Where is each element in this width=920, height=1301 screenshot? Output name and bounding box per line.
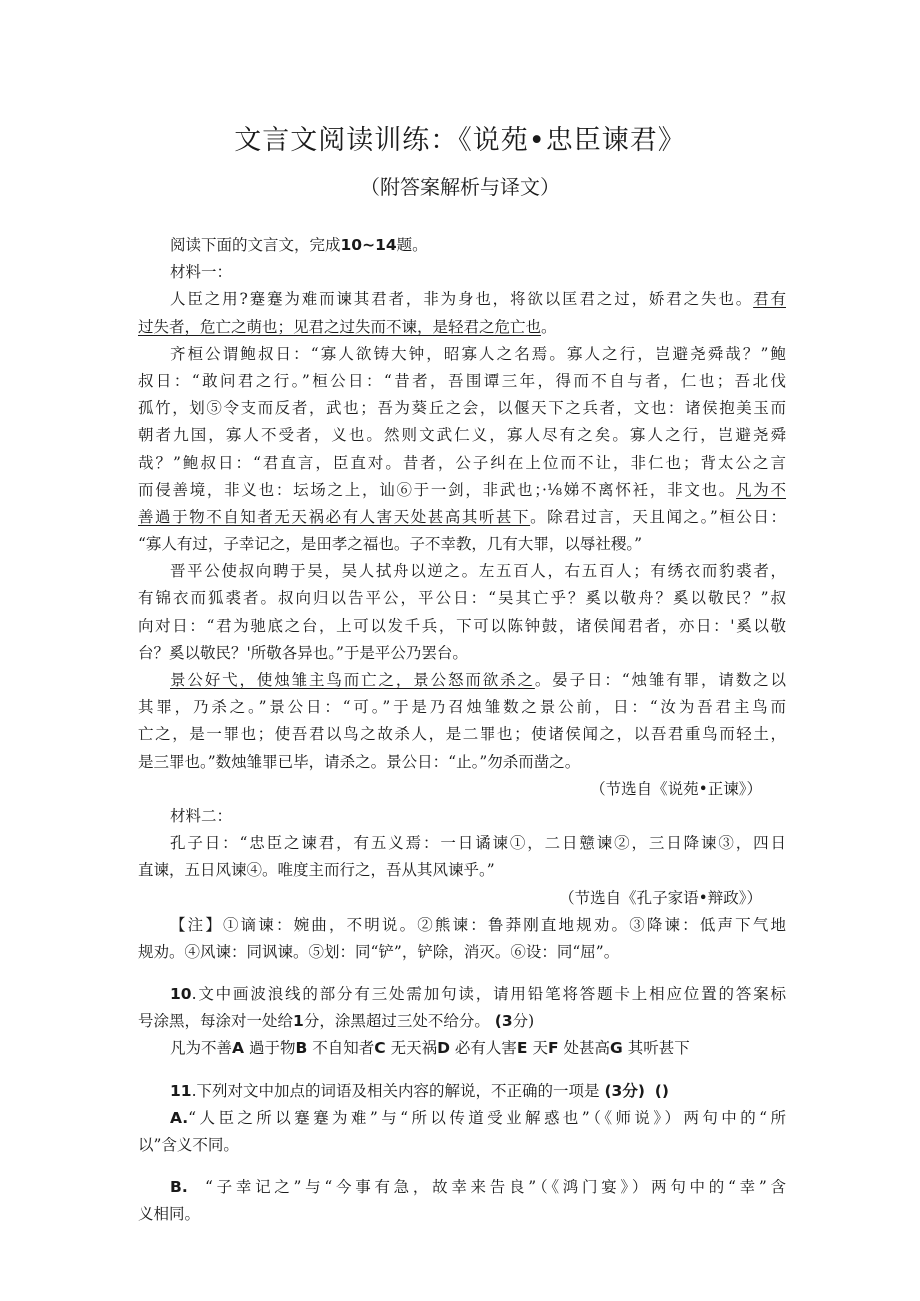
text-run: 。除君过言，天且闻之。”桓公日： (530, 507, 786, 526)
document-body (138, 232, 786, 1229)
source-citation: （节选自《说苑•正谏》） (590, 779, 762, 798)
option-b-line: 义相同。 (138, 1205, 201, 1224)
material-two-label: 材料二： (170, 806, 233, 825)
option-a-line: 以”含义不同。 (138, 1136, 239, 1154)
paragraph-line: 是三罪也。”数烛雏罪已毕，请杀之。景公日：“止。”勿杀而凿之。 (138, 752, 581, 771)
wavy-underlined-text: 善過于物不自知者无天祸必有人害天处甚高其听甚下 (138, 507, 531, 526)
answer-blank[interactable]: () (654, 1081, 669, 1100)
option-a-line (138, 1105, 786, 1132)
intro-text-end: 题。 (396, 236, 428, 254)
option-text: 必有人害 (454, 1039, 517, 1058)
option-text: 凡为不善 (170, 1039, 233, 1058)
text-run: .文中画波浪线的部分有三处需加句读，请用铅笔将答题卡上相应位置的答案标 (191, 985, 786, 1004)
intro-text: 阅读下面的文言文，完成 (170, 236, 341, 254)
paragraph-line (138, 477, 786, 504)
answer-mark-e[interactable]: E (516, 1039, 528, 1058)
paragraph-line: 朝者九国，寡人不受者，义也。然则文武仁义，寡人尽有之矣。寡人之行，岂避尧舜 (138, 426, 786, 445)
paragraph-line: 直谏，五日风谏④。唯度主而行之，吾从其风谏乎。” (138, 861, 495, 880)
text-run: 。 (541, 317, 557, 336)
text-run: 。晏子日：“烛雏有罪，请数之以 (534, 671, 786, 689)
option-text: 无天祸 (390, 1039, 438, 1058)
answer-mark-a[interactable]: A (232, 1039, 245, 1058)
answer-mark-b[interactable]: B (295, 1039, 308, 1058)
paragraph-line: “寡人有过，子幸记之，是田孝之福也。子不幸教，几有大罪，以辱社稷。” (138, 535, 643, 554)
paragraph-line: 亡之，是一罪也；使吾君以鸟之故杀人，是二罪也；使诸侯闻之，以吾君重鸟而轻土， (138, 725, 786, 744)
paragraph-line: 哉？”鲍叔日：“君直言，臣直对。昔者，公子纠在上位而不让，非仁也；背太公之言 (138, 453, 786, 472)
option-text: 处甚高 (563, 1039, 611, 1058)
text-run: 1 (293, 1012, 304, 1031)
note-line: 【注】①谪谏：婉曲，不明说。②熊谏：鲁莽刚直地规劝。③降谏：低声下气地 (170, 915, 786, 934)
answer-mark-g[interactable]: G (610, 1039, 623, 1058)
text-run: 而侵善境，非义也：坛场之上，讪⑥于一剑，非武也；·⅛娣不离怀衽，非文也。 (138, 480, 737, 499)
option-b-line (138, 1174, 786, 1201)
question-number: 11 (170, 1081, 192, 1100)
note-line: 规劝。④风谏：同讽谏。⑤划：同“铲”，铲除，消灭。⑥设：同“屈”。 (138, 942, 620, 961)
option-text: 不自知者 (312, 1039, 375, 1058)
option-text: 過于物 (248, 1039, 296, 1058)
paragraph-line: 晋平公使叔向聘于吴，吴人拭舟以逆之。左五百人，右五百人；有绣衣而豹裘者， (170, 562, 786, 581)
option-label-a: A. (170, 1108, 189, 1127)
score-text: 分) (512, 1012, 535, 1031)
option-text: 天 (532, 1039, 548, 1058)
text-run: 分，涂黑超过三处不给分。 (303, 1012, 490, 1031)
paragraph-line (138, 286, 786, 313)
spacer (138, 1063, 786, 1078)
text-run: “子幸记之”与“今事有急，故幸来告良”（《鸿门宴》）两句中的“幸”含 (205, 1178, 786, 1197)
answer-mark-d[interactable]: D (437, 1039, 450, 1058)
spacer (138, 1159, 786, 1174)
paragraph-line (138, 314, 786, 341)
question-range: 10~14 (340, 236, 397, 254)
underlined-text: 过失者，危亡之萌也；见君之过失而不谏，是轻君之危亡也 (138, 317, 542, 336)
underlined-text: 景公好弋，使烛雏主鸟而亡之，景公怒而欲杀之 (170, 671, 535, 689)
answer-mark-f[interactable]: F (547, 1039, 559, 1058)
spacer (138, 966, 786, 981)
question-number: 10 (170, 985, 192, 1004)
paragraph-line: 叔日：“敢问君之行。”桓公日：“昔者，吾围谭三年，得而不自与者，仁也；吾北伐 (138, 371, 786, 390)
paragraph-line: 有锦衣而狐裘者。叔向归以告平公，平公日：“吴其亡乎？奚以敬舟？奚以敬民？”叔 (138, 589, 786, 608)
option-text: 其听甚下 (627, 1039, 690, 1058)
paragraph-line: 向对日：“君为驰底之台，上可以发千兵，下可以陈钟鼓，诸侯闻君者，亦日：'奚以敬 (138, 616, 786, 635)
question-10-line (138, 1008, 786, 1035)
score-text: (3分) (604, 1081, 645, 1100)
paragraph-line (138, 504, 786, 531)
intro-line (138, 232, 786, 259)
material-one-label: 材料一： (170, 263, 233, 282)
source-citation: （节选自《孔子家语•辩政》） (559, 888, 762, 907)
paragraph-line: 台？奚以敬民？'所敬各异也。”于是平公乃罢台。 (138, 643, 468, 662)
answer-mark-c[interactable]: C (374, 1039, 386, 1058)
paragraph-line: 孤竹，划⑤令支而反者，武也；吾为葵丘之会，以偃天下之兵者，文也：诸侯抱美玉而 (138, 399, 786, 418)
option-label-b: B. (170, 1178, 188, 1197)
paragraph-line: 齐桓公谓鲍叔日：“寡人欲铸大钟，昭寡人之名焉。寡人之行，岂避尧舜哉？”鲍 (170, 344, 786, 363)
text-run: “人臣之所以蹇蹇为难”与“所以传道受业解惑也”（《师说》）两句中的“所 (188, 1108, 786, 1127)
question-10-line (138, 981, 786, 1008)
wavy-underlined-text: 凡为不 (736, 480, 786, 499)
text-run: 号涂黑，每涂对一处给 (138, 1012, 294, 1031)
question-10-options (138, 1035, 786, 1062)
underlined-text: 君有 (753, 290, 786, 309)
text-run: 人臣之用?蹇蹇为难而谏其君者，非为身也，将欲以匡君之过，娇君之失也。 (170, 290, 754, 309)
paragraph-line: 孔子日：“忠臣之谏君，有五义焉：一日谲谏①，二日戆谏②，三日降谏③，四日 (170, 834, 786, 853)
document-title: 文言文阅读训练：《说苑•忠臣谏君》 (234, 125, 686, 156)
paragraph-line (138, 667, 786, 694)
document-subtitle: （附答案解析与译文） (360, 175, 560, 199)
paragraph-line: 其罪，乃杀之。”景公日：“可。”于是乃召烛雏数之景公前，日：“汝为吾君主鸟而 (138, 698, 786, 717)
text-run: .下列对文中加点的词语及相关内容的解说，不正确的一项是 (191, 1081, 600, 1100)
score-text: (3 (494, 1012, 513, 1031)
question-11-stem (138, 1078, 786, 1105)
